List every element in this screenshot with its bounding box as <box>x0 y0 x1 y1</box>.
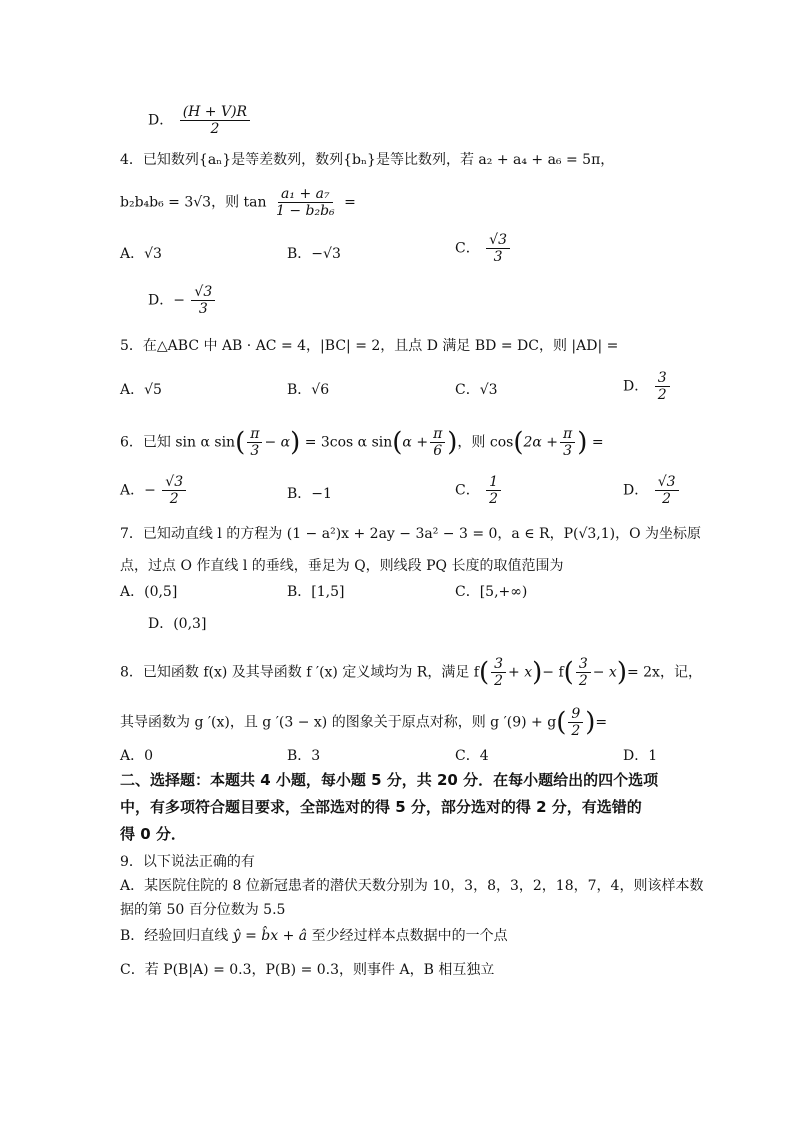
q4-option-d-denominator: 3 <box>198 301 208 317</box>
q8-stem-line1-pre: 8．已知函数 f(x) 及其导函数 f ′(x) 定义域均为 R，满足 f <box>120 664 479 681</box>
q8-fraction-3-denominator: 2 <box>571 723 581 739</box>
q6-fraction-3 <box>560 426 575 459</box>
q8-paren-close-1: ) <box>532 657 543 688</box>
q8-option-c: C．4 <box>455 748 489 764</box>
q5-option-d-label: D． <box>623 378 649 395</box>
q6-stem-pre: 6．已知 sin α sin <box>120 434 236 451</box>
q7-stem-line1: 7．已知动直线 l 的方程为 (1 − a²)x + 2ay − 3a² − 3 = 0，a ∈ R，P(√3,1)，O 为坐标原 <box>120 526 702 542</box>
q7-option-c: C．[5,+∞) <box>455 584 528 600</box>
q6-option-c-label: C． <box>455 482 480 499</box>
q3-option-d-label: D． <box>148 112 174 129</box>
q7-stem-line2: 点，过点 O 作直线 l 的垂线，垂足为 Q，则线段 PQ 长度的取值范围为 <box>120 558 564 574</box>
q6-option-d-label: D． <box>623 482 649 499</box>
q8-stem-line2 <box>120 706 607 739</box>
q7-option-a: A．(0,5] <box>120 584 178 600</box>
q9-option-b-pre: B．经验回归直线 <box>120 928 229 944</box>
q6-paren-open-1: ( <box>235 427 246 458</box>
q3-option-d-fraction <box>180 104 250 137</box>
q6-fraction-2-numerator: π <box>430 426 445 443</box>
q6-paren-close-2: ) <box>447 427 458 458</box>
q6-fraction-3-denominator: 3 <box>563 443 573 459</box>
q5-option-a: A．√5 <box>120 382 162 398</box>
q6-mid-3: α + <box>402 434 429 451</box>
q8-fraction-1-denominator: 2 <box>494 673 504 689</box>
q8-stem-line1-post: = 2x，记， <box>626 664 702 681</box>
q4-option-d-fraction <box>191 284 215 317</box>
q6-fraction-2 <box>430 426 445 459</box>
q8-paren-close-2: ) <box>616 657 627 688</box>
q8-fraction-1 <box>491 656 506 689</box>
q9-option-a-line2: 据的第 50 百分位数为 5.5 <box>120 902 286 918</box>
q8-mid-1: + x <box>508 664 533 681</box>
q6-mid-5: 2α + <box>523 434 559 451</box>
q6-paren-close-3: ) <box>577 427 588 458</box>
q5-option-d-denominator: 2 <box>657 387 667 403</box>
q8-fraction-3 <box>568 706 583 739</box>
q6-fraction-1-denominator: 3 <box>250 443 260 459</box>
q6-stem <box>120 426 604 459</box>
q6-option-d-fraction <box>655 474 679 507</box>
q5-option-b: B．√6 <box>287 382 330 398</box>
q4-option-c-numerator: √3 <box>486 232 510 249</box>
q8-fraction-2 <box>576 656 591 689</box>
section2-heading-line1: 二、选择题：本题共 4 小题，每小题 5 分，共 20 分．在每小题给出的四个选项 <box>120 771 659 789</box>
q4-option-c-fraction <box>486 232 510 265</box>
q8-paren-open-3: ( <box>556 707 567 738</box>
q9-option-b-formula: ŷ = b̂x + â <box>232 928 308 944</box>
q8-fraction-1-numerator: 3 <box>491 656 506 673</box>
q6-option-a-numerator: √3 <box>162 474 186 491</box>
section2-heading-line2: 中，有多项符合题目要求，全部选对的得 5 分，部分选对的得 2 分，有选错的 <box>120 798 642 816</box>
q6-stem-post: = <box>591 434 604 451</box>
q8-paren-open-2: ( <box>563 657 574 688</box>
q6-option-d-numerator: √3 <box>655 474 679 491</box>
q9-stem: 9．以下说法正确的有 <box>120 854 255 870</box>
q5-option-d-fraction <box>655 370 670 403</box>
q4-stem-line2-pre: b₂b₄b₆ = 3√3，则 tan <box>120 194 267 211</box>
q3-option-d-denominator: 2 <box>210 121 220 137</box>
q3-option-d <box>148 104 252 137</box>
q6-option-c-fraction <box>486 474 501 507</box>
q4-fraction-denominator: 1 − b₂b₆ <box>275 203 335 219</box>
q6-option-c <box>455 474 503 507</box>
q8-fraction-2-numerator: 3 <box>576 656 591 673</box>
q6-fraction-2-denominator: 6 <box>433 443 443 459</box>
q6-paren-close-1: ) <box>290 427 301 458</box>
q6-option-a-fraction <box>162 474 186 507</box>
q3-option-d-numerator: (H + V)R <box>180 104 250 121</box>
q4-stem-line1: 4．已知数列{aₙ}是等差数列，数列{bₙ}是等比数列，若 a₂ + a₄ + a₆ = 5π， <box>120 152 615 168</box>
q6-paren-open-3: ( <box>513 427 524 458</box>
q6-fraction-1 <box>247 426 262 459</box>
q8-stem-line2-post: = <box>595 714 608 731</box>
q4-option-b: B．−√3 <box>287 246 341 262</box>
q4-option-a: A．√3 <box>120 246 162 262</box>
q6-fraction-1-numerator: π <box>247 426 262 443</box>
q6-mid-4: ，则 cos <box>457 434 514 451</box>
q6-mid-2: = 3cos α sin <box>304 434 393 451</box>
q4-option-c <box>455 232 512 265</box>
q5-option-c: C．√3 <box>455 382 498 398</box>
q8-option-d: D．1 <box>623 748 658 764</box>
q6-option-a-label: A．− <box>120 482 156 499</box>
q6-option-a-denominator: 2 <box>169 491 179 507</box>
q8-stem-line1 <box>120 656 702 689</box>
q8-mid-3: − x <box>592 664 617 681</box>
q4-option-d <box>148 284 217 317</box>
q7-option-d: D．(0,3] <box>148 616 207 632</box>
section2-heading-line3: 得 0 分． <box>120 825 186 843</box>
q6-option-b: B．−1 <box>287 486 332 502</box>
q5-option-d-numerator: 3 <box>655 370 670 387</box>
q4-option-c-label: C． <box>455 240 480 257</box>
q5-option-d <box>623 370 672 403</box>
q8-option-b: B．3 <box>287 748 321 764</box>
q6-fraction-3-numerator: π <box>560 426 575 443</box>
q4-stem-line2 <box>120 186 356 219</box>
q4-option-d-label: D．− <box>148 292 185 309</box>
q7-option-b: B．[1,5] <box>287 584 345 600</box>
q4-stem-line2-post: = <box>344 194 356 211</box>
q4-option-c-denominator: 3 <box>493 249 503 265</box>
q6-mid-1: − α <box>264 434 291 451</box>
q9-option-a-line1: A．某医院住院的 8 位新冠患者的潜伏天数分别为 10，3，8，3，2，18，7，4，则该样本数 <box>120 878 704 894</box>
q6-option-c-denominator: 2 <box>489 491 499 507</box>
q6-option-d-denominator: 2 <box>662 491 672 507</box>
q6-option-c-numerator: 1 <box>486 474 501 491</box>
q8-stem-line2-pre: 其导函数为 g ′(x)，且 g ′(3 − x) 的图象关于原点对称，则 g ′(9) + g <box>120 714 557 731</box>
q6-option-a <box>120 474 188 507</box>
q8-fraction-2-denominator: 2 <box>578 673 588 689</box>
q8-fraction-3-numerator: 9 <box>568 706 583 723</box>
q4-fraction-numerator: a₁ + a₇ <box>278 186 333 203</box>
q8-option-a: A．0 <box>120 748 154 764</box>
q9-option-b <box>120 926 508 946</box>
q8-paren-open-1: ( <box>478 657 490 688</box>
q4-fraction <box>273 186 338 219</box>
q9-option-b-post: 至少经过样本点数据中的一个点 <box>311 928 508 944</box>
q9-option-c: C．若 P(B|A) = 0.3，P(B) = 0.3，则事件 A，B 相互独立 <box>120 962 495 978</box>
q8-paren-close-3: ) <box>585 707 596 738</box>
q8-mid-2: − f <box>542 664 564 681</box>
q6-paren-open-2: ( <box>392 427 403 458</box>
q6-option-d <box>623 474 681 507</box>
q4-option-d-numerator: √3 <box>191 284 215 301</box>
q5-stem: 5．在△ABC 中 AB · AC = 4，|BC| = 2，且点 D 满足 BD = DC，则 |AD| = <box>120 338 619 354</box>
